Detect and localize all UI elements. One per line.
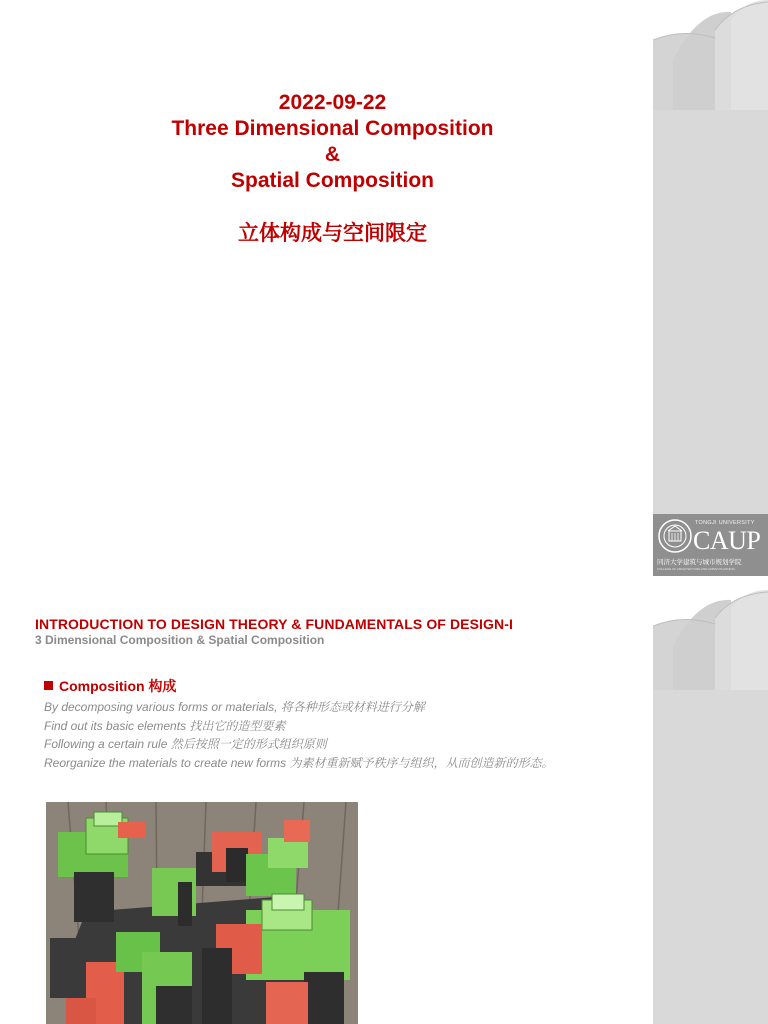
list-item: By decomposing various forms or materials, 将各种形态或材料进行分解 [44, 700, 425, 714]
title-block [100, 90, 565, 246]
logo-acronym: CAUP [693, 526, 761, 555]
square-bullet-icon [44, 681, 53, 690]
title-ampersand: & [324, 143, 341, 166]
course-subtitle: 3 Dimensional Composition & Spatial Composition [35, 633, 325, 647]
section-heading [44, 676, 176, 696]
presentation-date: 2022-09-22 [278, 91, 387, 114]
list-item: Reorganize the materials to create new forms 为素材重新赋予秩序与组织，从而创造新的形态。 [44, 755, 554, 770]
course-title: INTRODUCTION TO DESIGN THEORY & FUNDAMENTALS OF DESIGN-I [35, 616, 513, 632]
section-title: Composition [59, 678, 145, 694]
caup-logo [653, 514, 768, 576]
title-chinese: 立体构成与空间限定 [238, 221, 427, 245]
logo-name-cn: 同济大学建筑与城市规划学院 [657, 558, 742, 566]
list-item: Following a certain rule 然后按照一定的形式组织原则 [44, 737, 327, 751]
section-title-cn: 构成 [148, 679, 177, 695]
list-item: Find out its basic elements 找出它的造型要素 [44, 718, 286, 733]
book-pages-decoration [653, 0, 768, 576]
book-pages-decoration [653, 590, 768, 1024]
title-line-1: Three Dimensional Composition [171, 117, 494, 140]
logo-university: TONGJI UNIVERSITY [695, 520, 755, 526]
title-line-3: Spatial Composition [230, 169, 434, 192]
composition-model-photo [46, 802, 358, 1024]
bullet-list [44, 698, 553, 772]
logo-name-en: COLLEGE OF ARCHITECTURE AND URBAN PLANNING [657, 567, 735, 571]
tongji-emblem-icon [657, 518, 693, 554]
content-slide [0, 590, 768, 1024]
